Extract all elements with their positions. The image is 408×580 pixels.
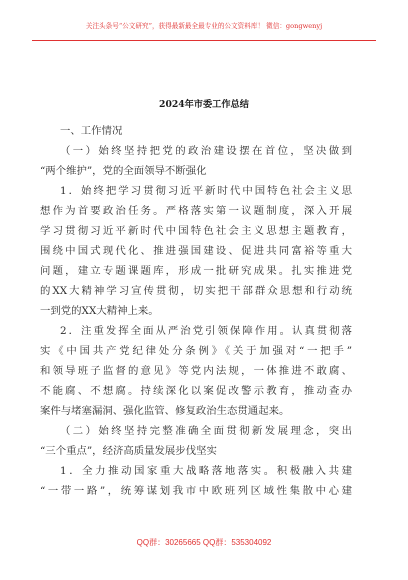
paragraph-line: 问题，建立专题课题库，形成一批研究成果。扎实推进党 (40, 265, 352, 277)
document-title: 2024年市委工作总结 (159, 99, 249, 110)
paragraph-line: “一带一路”，统筹谋划我市中欧班列区域性集散中心建 (40, 485, 352, 497)
subsection-heading-cont: “两个维护”，党的全面领导不断强化 (40, 165, 207, 177)
paragraph-line: 的XX大精神学习宣传贯彻，切实把干部群众思想和行动统 (40, 285, 352, 297)
subsection-heading: （二）始终坚持完整准确全面贯彻新发展理念，突出 (60, 425, 352, 437)
footer-qq-contacts: QQ群：30265665 QQ群：535304092 (136, 538, 272, 547)
paragraph-line: 案件与堵塞漏洞、强化监管、修复政治生态贯通起来。 (40, 405, 290, 417)
paragraph-line: 围绕中国式现代化、推进强国建设、促进共同富裕等重大 (40, 245, 352, 257)
subsection-heading-cont: “三个重点”，经济高质量发展步伐坚实 (40, 445, 217, 457)
paragraph-line: 一到党的XX大精神上来。 (40, 305, 159, 317)
header-divider (32, 40, 376, 41)
subsection-heading: （一）始终坚持把党的政治建设摆在首位，坚决做到 (60, 145, 352, 157)
paragraph-line: 实《中国共产党纪律处分条例》《关于加强对“一把手” (40, 345, 352, 357)
paragraph-line: 和领导班子监督的意见》等党内法规，一体推进不敢腐、 (40, 365, 352, 377)
paragraph-line: 不能腐、不想腐。持续深化以案促改警示教育，推动查办 (40, 385, 352, 397)
paragraph-line: 1．始终把学习贯彻习近平新时代中国特色社会主义思 (60, 185, 352, 197)
header-banner: 关注头条号“公文研究”，获得最新最全最专业的公文资料库！ 微信：gongwenyj (85, 22, 323, 30)
paragraph-line: 1．全力推动国家重大战略落地落实。积极融入共建 (60, 465, 352, 477)
paragraph-line: 想作为首要政治任务。严格落实第一议题制度，深入开展 (40, 205, 352, 217)
section-heading: 一、工作情况 (60, 125, 123, 137)
paragraph-line: 学习贯彻习近平新时代中国特色社会主义思想主题教育， (40, 225, 352, 237)
paragraph-line: 2．注重发挥全面从严治党引领保障作用。认真贯彻落 (60, 325, 352, 337)
